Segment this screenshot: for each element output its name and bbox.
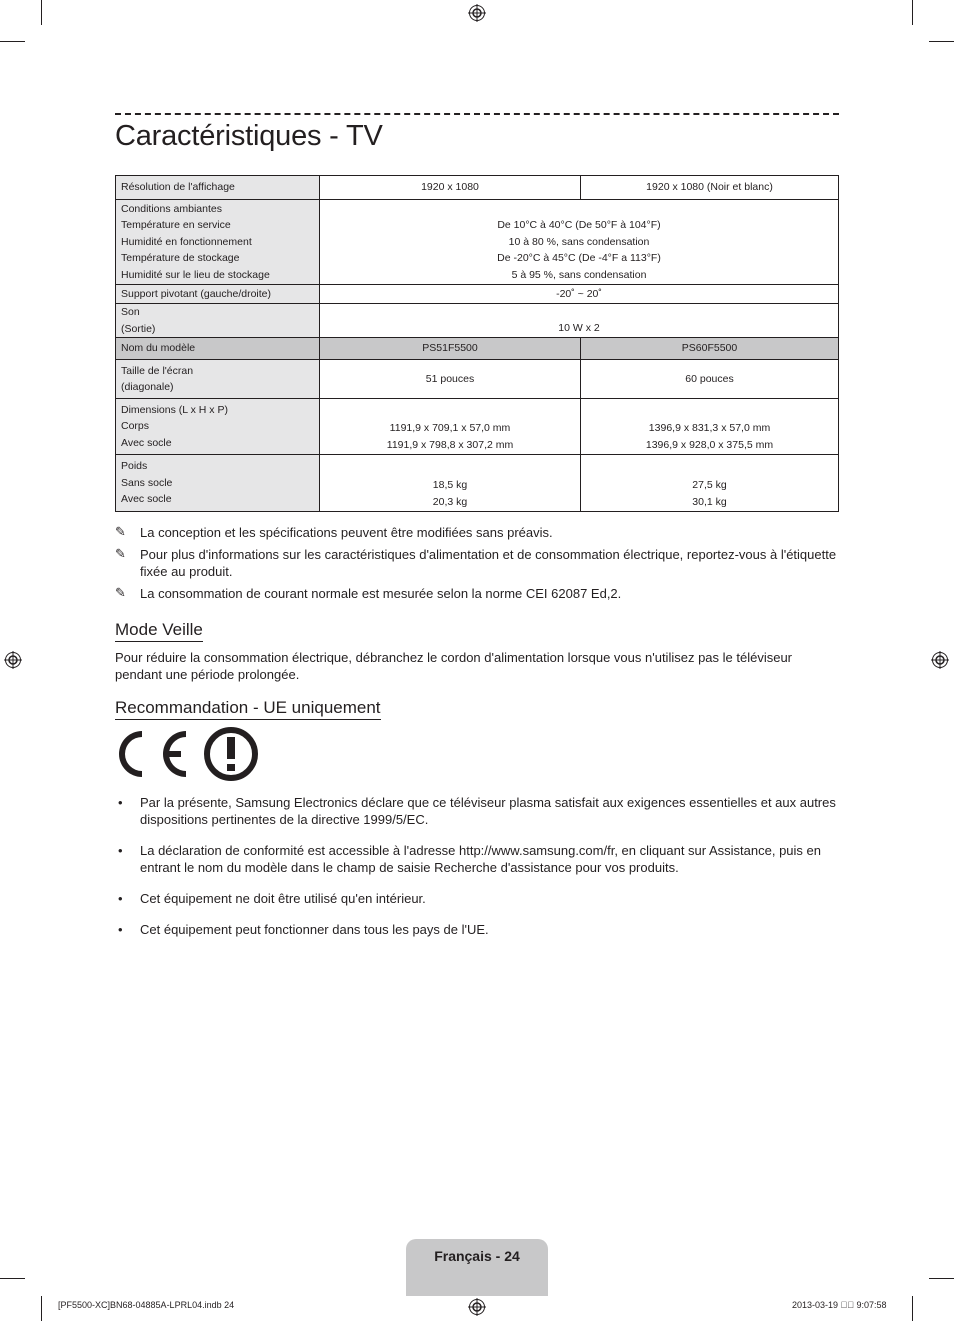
cell-value: 1920 x 1080 [320, 176, 581, 200]
label-line: Humidité sur le lieu de stockage [121, 268, 270, 281]
page-number: Français - 24 [434, 1248, 520, 1264]
list-item: • Cet équipement ne doit être utilisé qu'en intérieur. [118, 891, 426, 906]
table-row [116, 200, 839, 285]
ce-mark-logo [115, 727, 260, 781]
row-label: Résolution de l'affichage [116, 176, 320, 200]
value-line: 10 à 80 %, sans condensation [508, 235, 650, 248]
list-item: • La déclaration de conformité est accessible à l'adresse http://www.samsung.com/fr, en cliquant sur Assistance, puis en entrant le nom du modèle dans le champ de saisie Recherche d'assistance pour vos produits. [118, 843, 821, 875]
standby-paragraph: Pour réduire la consommation électrique, débranchez le cordon d'alimentation lorsque vous n'utilisez pas le téléviseur pendant une période prolongée. [115, 650, 793, 682]
table-header-row [116, 338, 839, 360]
cell-value: 51 pouces [320, 360, 581, 399]
table-row [116, 285, 839, 304]
label-line: Sans socle [121, 476, 173, 489]
crop-mark [912, 1296, 913, 1321]
crop-mark [929, 1278, 954, 1279]
pencil-icon: ✎ [115, 586, 126, 601]
row-label [116, 200, 320, 285]
value-line: De 10°C à 40°C (De 50°F à 104°F) [497, 219, 661, 231]
table-row [116, 304, 839, 338]
label-line: Son [121, 306, 140, 318]
value-line: 1191,9 x 798,8 x 307,2 mm [386, 438, 514, 451]
table-row [116, 455, 839, 512]
cell-value [581, 455, 839, 512]
registration-mark-icon [468, 4, 486, 22]
label-line: (diagonale) [121, 381, 174, 393]
registration-mark-icon [931, 651, 949, 669]
crop-mark [41, 1296, 42, 1321]
label-line: Température en service [121, 219, 231, 232]
label-line: Conditions ambiantes [121, 202, 222, 215]
page-title: Caractéristiques - TV [115, 120, 383, 152]
row-label [116, 304, 320, 338]
row-label [116, 455, 320, 512]
value-line: 20,3 kg [432, 495, 468, 508]
value-line: De -20°C à 45°C (De -4°F a 113°F) [497, 252, 661, 264]
registration-mark-icon [468, 1298, 486, 1316]
value-line: 30,1 kg [692, 495, 727, 508]
note-text: La conception et les spécifications peuvent être modifiées sans préavis. [140, 525, 553, 540]
row-label [116, 360, 320, 399]
value-line: 1396,9 x 928,0 x 375,5 mm [645, 438, 774, 451]
table-row [116, 176, 839, 200]
list-item-text: La déclaration de conformité est accessible à l'adresse http://www.samsung.com/fr, en cliquant sur Assistance, puis en entrant le nom du modèle dans le champ de saisie Recherche d'assistance pour vos produits. [140, 843, 821, 875]
crop-mark [912, 0, 913, 25]
print-slug-left: [PF5500-XC]BN68-04885A-LPRL04.indb 24 [58, 1300, 235, 1310]
notes-list [115, 524, 839, 607]
list-item-text: Cet équipement ne doit être utilisé qu'en intérieur. [140, 891, 426, 906]
pencil-icon: ✎ [115, 525, 126, 540]
label-line: Avec socle [121, 436, 172, 449]
note-item [115, 546, 839, 580]
note-item [115, 585, 839, 602]
model-name: PS60F5500 [581, 338, 839, 360]
row-label [116, 399, 320, 455]
list-item: • Par la présente, Samsung Electronics déclare que ce téléviseur plasma satisfait aux exigences essentielles et aux autres dispositions pertinentes de la directive 1999/5/EC. [118, 795, 836, 827]
crop-mark [929, 41, 954, 42]
recommendation-list [115, 794, 839, 952]
label-line: Corps [121, 420, 150, 433]
spec-table [115, 175, 839, 512]
row-label: Nom du modèle [116, 338, 320, 360]
cell-value: 10 W x 2 [320, 304, 839, 338]
label-line: Poids [121, 460, 148, 473]
value-line: 18,5 kg [432, 479, 468, 491]
value-line: 27,5 kg [692, 479, 727, 491]
cell-value [320, 200, 839, 285]
label-line: Taille de l'écran [121, 364, 194, 377]
crop-mark [0, 41, 25, 42]
list-item-text: Par la présente, Samsung Electronics déclare que ce téléviseur plasma satisfait aux exigences essentielles et aux autres dispositions pertinentes de la directive 1999/5/EC. [140, 795, 836, 827]
page-number-tab [406, 1239, 548, 1296]
model-name: PS51F5500 [320, 338, 581, 360]
cell-value: -20˚ ~ 20˚ [320, 285, 839, 304]
registration-mark-icon [4, 651, 22, 669]
label-line: (Sortie) [121, 322, 156, 335]
cell-value: 60 pouces [581, 360, 839, 399]
row-label: Support pivotant (gauche/droite) [116, 285, 320, 304]
list-item-text: Cet équipement peut fonctionner dans tous les pays de l'UE. [140, 922, 489, 937]
note-item [115, 524, 839, 541]
print-slug-right: 2013-03-19 ￿￿ 9:07:58 [792, 1300, 887, 1310]
cell-value [581, 399, 839, 455]
value-line: 5 à 95 %, sans condensation [511, 268, 647, 281]
note-text: Pour plus d'informations sur les caractéristiques d'alimentation et de consommation électrique, reportez-vous à l'étiquette fixée au produit. [140, 547, 837, 579]
cell-value [320, 399, 581, 455]
label-line: Température de stockage [121, 252, 240, 265]
label-line: Humidité en fonctionnement [121, 235, 252, 248]
label-line: Avec socle [121, 493, 172, 506]
title-divider [115, 113, 839, 115]
label-line: Dimensions (L x H x P) [121, 403, 228, 416]
pencil-icon: ✎ [115, 547, 126, 562]
note-text: La consommation de courant normale est mesurée selon la norme CEI 62087 Ed,2. [140, 586, 622, 601]
crop-mark [41, 0, 42, 25]
cell-value: 1920 x 1080 (Noir et blanc) [581, 176, 839, 200]
value-line: 1191,9 x 709,1 x 57,0 mm [389, 422, 511, 434]
section-heading: Recommandation - UE uniquement [115, 698, 381, 720]
list-item: • Cet équipement peut fonctionner dans tous les pays de l'UE. [118, 922, 489, 937]
cell-value [320, 455, 581, 512]
section-heading: Mode Veille [115, 620, 203, 642]
table-row [116, 399, 839, 455]
value-line: 1396,9 x 831,3 x 57,0 mm [648, 422, 771, 434]
crop-mark [0, 1278, 25, 1279]
table-row [116, 360, 839, 399]
